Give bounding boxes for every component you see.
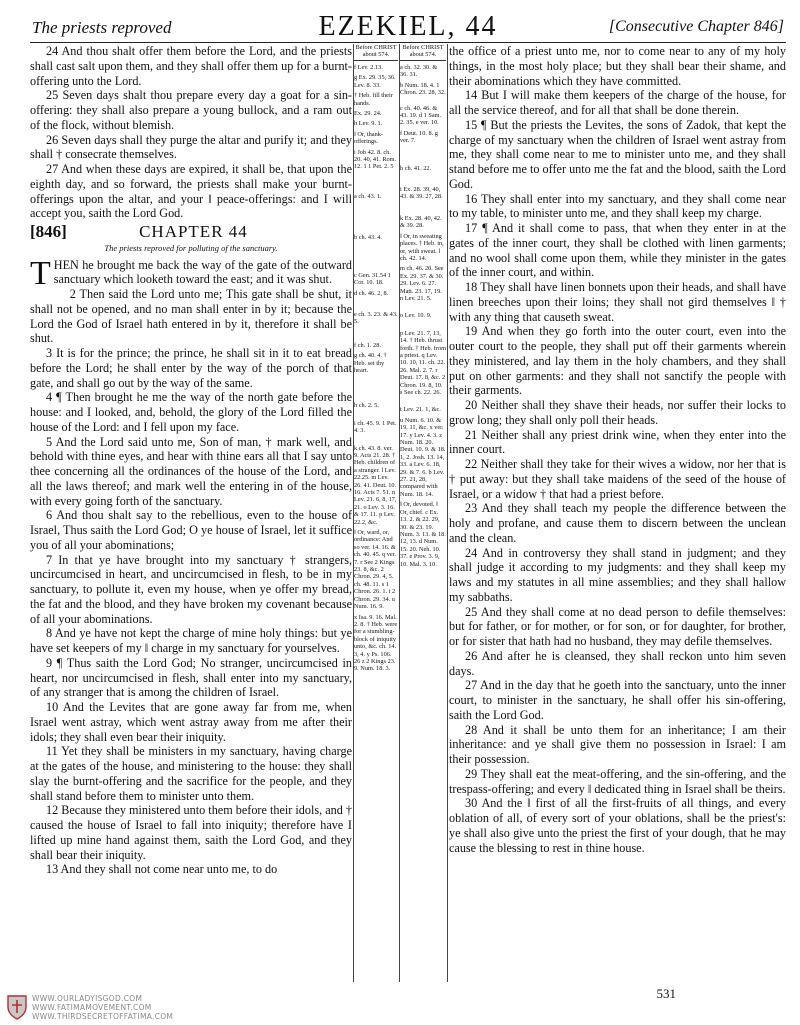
verse: 25 And they shall come at no dead person to defile themselves: but for father, or for mother, or for son, or for daughter, for brother, or for sister that hath had no husband, they may defile themselves. (449, 604, 786, 648)
verse: 7 In that ye have brought into my sanctuary † strangers, uncircumcised in heart, and uncircumcised in flesh, to be in my sanctuary, to pollute it, even my house, when ye offer my bread, the fat and the blood, and they have broken my covenant because of all your abominations. (30, 552, 352, 626)
margin-ref: ‖ Or, thank-offerings. (354, 130, 383, 146)
margin-ref: a ch. 43. 1. (354, 192, 382, 200)
running-header (30, 8, 786, 43)
shield-crest-icon (6, 994, 28, 1020)
footer-link[interactable]: WWW.THIRDSECRETOFFATIMA.COM (32, 1012, 174, 1021)
header-left-title: The priests reproved (32, 18, 172, 37)
header-consecutive-chapter: [Consecutive Chapter 846] (608, 18, 784, 35)
margin-ref: f ch. 1. 28. (354, 341, 381, 349)
verse: 15 ¶ But the priests the Levites, the sons of Zadok, that kept the charge of my sanctuary when the children of Israel went astray from me, they shall come near to me to minister unto me, and they shall stand before me to offer unto me the fat and the blood, saith the Lord God. (449, 117, 786, 191)
verse: 18 They shall have linen bonnets upon their heads, and shall have linen breeches upon their loins; they shall not gird themselves ‖ † with any thing that causeth sweat. (449, 280, 786, 324)
margin-ref: i ch. 45. 9. 1 Pet. 4. 3. (354, 419, 397, 435)
verse: 19 And when they go forth into the outer court, even into the outer court to the people, they shall put off their garments wherein they ministered, and lay them in the holy chambers, and they shall put on other garments: and they shall not sanctify the people with their garments. (449, 324, 786, 398)
margin-ref: ‖ Or, in sweating places. † Heb. in, or, with sweat. l ch. 42. 14. (400, 232, 444, 262)
verse: 13 And they shall not come near unto me, to do (46, 862, 278, 877)
verse: 27 And in the day that he goeth into the sanctuary, unto the inner court, to minister in the sanctuary, he shall offer his sin-offering, saith the Lord God. (449, 678, 786, 722)
margin-ref: ‖ Or, ward, or, ordinance: And so ver. 14. 16. & ch. 40. 45. q ver. 7. r See 2 Kings 23. 8, &c. 2 Chron. 29. 4, 5. ch. 48. 11. s 1 Chron. 26. 1. t 2 Chron. 29. 34. u Num. 16. 9. (354, 529, 396, 611)
verse: 11 Yet they shall be ministers in my sanctuary, having charge at the gates of the house, and ministering to the house: they shall slay the burnt-offering and the sacrifice for the people, and they shall stand before them to minister unto them. (30, 744, 352, 803)
margin-ref: d ch. 46. 2, 8. (354, 289, 389, 297)
margin-ref: h ch. 41. 22. (400, 164, 432, 172)
margin-ref: e ch. 3. 23. & 43. 5. (354, 310, 398, 326)
page-number: 531 (656, 986, 676, 1001)
margin-ref: k Ex. 28. 40, 42. & 39. 28. (400, 214, 442, 230)
chapter-number: [846] (30, 222, 67, 241)
verse: 29 They shall eat the meat-offering, and the sin-offering, and the trespass-offering; and every ‖ dedicated thing in Israel shall be theirs. (449, 766, 786, 796)
margin-ref: Ex. 29. 24. (354, 110, 382, 118)
verse: 20 Neither shall they shave their heads, nor suffer their locks to grow long; they shall only poll their heads. (449, 398, 786, 427)
margin-ref: † Heb. fill their hands. (354, 92, 393, 107)
verse: 22 Neither shall they take for their wives a widow, nor her that is † put away: but they shall take maidens of the seed of the house of Israel, or a widow † that had a priest before. (449, 457, 786, 501)
column-rule (447, 44, 448, 982)
left-text-column (30, 44, 352, 982)
verse: 4 ¶ Then brought he me the way of the north gate before the house: and I looked, and, behold, the glory of the Lord filled the house of the Lord: and I fell upon my face. (30, 390, 352, 434)
margin-ref: o Lev. 10. 9. (400, 312, 432, 320)
verse: 16 They shall enter into my sanctuary, and they shall come near to my table, to minister unto me, and they shall keep my charge. (449, 191, 786, 221)
verse (30, 254, 352, 292)
margin-ref: h Lev. 9. 1. (354, 120, 383, 128)
verse: 26 And after he is cleansed, they shall reckon unto him seven days. (449, 648, 786, 678)
chapter-title: CHAPTER 44 (139, 222, 248, 241)
verse: 14 But I will make them keepers of the charge of the house, for all the service thereof, and for all that shall be done therein. (449, 88, 786, 117)
verse: 24 And in controversy they shall stand in judgment; and they shall judge it according to my judgments: and they shall keep my laws and my statutes in all mine assemblies; and they shall hallow my sabbaths. (449, 545, 786, 604)
margin-ref: p Lev. 21. 7, 13, 14. † Heb. thrust forth. † Heb. from a priest. q Lev. 10. 10, 11. ch. 22. 26. Mal. 2. 7. r Deut. 17. 8, &c. 2 Chron. 19. 8, 10. s See ch. 22. 26. (400, 329, 446, 396)
margin-ref: k ch. 43. 8. ver. 9. Acts 21. 28. † Heb. children of a stranger. l Lev. 22.25. m Lev. 26. 41. Deut. 10. 16. Acts 7. 51. n Lev. 21. 6, 8, 17, 21. o Lev. 3. 16. & 17. 11. p Lev. 22.2, &c. (354, 444, 397, 526)
margin-ref: b Num. 18. 4. 1 Chron. 23. 28, 32. (400, 81, 446, 97)
drop-cap: T (30, 254, 51, 292)
verse: 25 Seven days shalt thou prepare every day a goat for a sin-offering: they shall also prepare a young bullock, and a ram out of the flock, without blemish. (30, 88, 352, 132)
verse: 30 And the ‖ first of all the first-fruits of all things, and every oblation of all, of every sort of your oblations, shall be the priest's: ye shall also give unto the priest the first of your dough, that he may cause the blessing to rest in thine house. (449, 796, 786, 855)
verse: 3 It is for the prince; the prince, he shall sit in it to eat bread before the Lord; he shall enter by the way of the porch of that gate, and shall go out by the way of the same. (30, 346, 352, 390)
chapter-heading (30, 222, 352, 241)
margin-ref: b ch. 43. 4. (354, 234, 382, 242)
verse: 24 And thou shalt offer them before the Lord, and the priests shall cast salt upon them, and they shall offer them up for a burnt-offering unto the Lord. (30, 44, 352, 88)
margin-references-a (354, 44, 398, 982)
margin-ref: g Ex. 29. 35, 36. Lev. 8. 33. (354, 74, 396, 89)
margin-ref: ‖ Or, devoted. ‖ Or, chief. c Ex. 13. 2. & 22. 29, 30. & 23. 19. Num. 3. 13. & 18. 12, 13. d Num. 15. 20. Neh. 10. 37. e Prov. 3. 9, 10. Mal. 3. 10. (400, 501, 446, 568)
margin-ref: i Job 42. 8. ch. 20. 40, 41. Rom. 12. 1 1 Pet. 2. 5 (354, 148, 397, 171)
verse-text: HEN he brought me back the way of the gate of the outward sanctuary which looketh toward the east; and it was shut. (53, 257, 352, 287)
margin-ref: c Gen. 31.54 1 Cor. 10. 18. (354, 271, 391, 287)
margin-ref: x Isa. 9. 16. Mal. 2. 8. † Heb. were for a stumbling-block of iniquity unto, &c. ch. 14. 3, 4. y Ps. 106. 26 z 2 Kings 23. 9. Num. 18. 3. (354, 613, 398, 673)
verse: 26 Seven days shall they purge the altar and purify it; and they shall † consecrate themselves. (30, 132, 352, 162)
verse: 5 And the Lord said unto me, Son of man, † mark well, and behold with thine eyes, and hear with thine ears all that I say unto thee concerning all the ordinances of the house of the Lord, and all the laws thereof; and mark well the entering in of the house, with every going forth of the sanctuary. (30, 434, 352, 508)
margin-ref: m ch. 46. 20. See Ex. 29. 37. & 30. 29. Lev. 6. 27. Matt. 23. 17, 19. n Lev. 21. 5. (400, 265, 444, 302)
margin-references-b (400, 44, 446, 982)
margin-ref: i Ex. 28. 39, 40, 43. & 39. 27, 28. (400, 186, 443, 201)
margin-ref: t Lev. 21. 1, &c. (400, 406, 441, 414)
date-box: Before CHRIST about 574. (354, 44, 398, 61)
margin-ref: g ch. 40. 4. † Heb. set thy heart. (354, 352, 387, 374)
verse: the office of a priest unto me, nor to come near to any of my holy things, in the most holy place; but they shall bear their shame, and their abominations which they have committed. (449, 44, 786, 88)
footer-websites (32, 994, 173, 1021)
header-book-chapter: EZEKIEL, 44 (318, 11, 498, 42)
verse: 10 And the Levites that are gone away far from me, when Israel went astray, which went astray away from me after their idols; they shall even bear their iniquity. (30, 700, 352, 744)
chapter-summary: The priests reproved for polluting of the sanctuary. (104, 242, 278, 253)
verse: 2 Then said the Lord unto me; This gate shall be shut, it shall not be opened, and no man shall enter in by it; because the Lord the God of Israel hath entered in by it, therefore it shall be shut. (30, 287, 352, 346)
margin-ref: f Lev. 2.13. (354, 64, 383, 71)
footer-link[interactable]: WWW.OURLADYISGOD.COM (32, 994, 143, 1003)
margin-ref: a ch. 32. 30. & 36. 31. (400, 64, 438, 79)
margin-ref: c ch. 40. 46. & 43. 19. d 1 Sam. 2. 35. e ver. 10. (400, 104, 442, 127)
margin-ref: f Deut. 10. 8. g ver. 7. (400, 129, 438, 145)
margin-ref: u Num. 6. 10. & 19. 11, &c. x ver. 17. y Lev. 4. 3. z Num. 18. 20. Deut. 10. 9. & 18. 1, 2. Josh. 13. 14, 33. a Lev. 6. 18, 29. & 7. 6. b Lev. 27. 21, 28, compared with Num. 18. 14. (400, 416, 446, 498)
verse: 17 ¶ And it shall come to pass, that when they enter in at the gates of the inner court, they shall be clothed with linen garments; and no wool shall come upon them, while they minister in the gates of the inner court, and within. (449, 221, 786, 280)
verse: 28 And it shall be unto them for an inheritance; I am their inheritance: and ye shall give them no possession in Israel: I am their possession. (449, 722, 786, 766)
footer-link[interactable]: WWW.FATIMAMOVEMENT.COM (32, 1003, 152, 1012)
verse: 9 ¶ Thus saith the Lord God; No stranger, uncircumcised in heart, nor uncircumcised in flesh, shall enter into my sanctuary, of any stranger that is among the children of Israel. (30, 655, 352, 700)
verse: 6 And thou shalt say to the rebellious, even to the house of Israel, Thus saith the Lord God; O ye house of Israel, let it suffice you of all your abominations; (30, 508, 352, 552)
verse: 21 Neither shall any priest drink wine, when they enter into the inner court. (449, 427, 786, 457)
verse: 8 And ye have not kept the charge of mine holy things: but ye have set keepers of my ‖ charge in my sanctuary for yourselves. (30, 626, 352, 655)
verse: 27 And when these days are expired, it shall be, that upon the eighth day, and so forward, the priests shall make your burnt-offerings upon the altar, and your ‖ peace-offerings: and I will accept you, saith the Lord God. (30, 162, 352, 221)
verse: 23 And they shall teach my people the difference between the holy and profane, and cause them to discern between the unclean and the clean. (449, 501, 786, 545)
verse: 12 Because they ministered unto them before their idols, and † caused the house of Israel to fall into iniquity; therefore have I lifted up mine hand against them, saith the Lord God, and they shall bear their iniquity. (30, 803, 352, 862)
margin-ref: h ch. 2. 5. (354, 402, 379, 410)
date-box: Before CHRIST about 574. (400, 44, 446, 61)
right-text-column (449, 44, 786, 982)
